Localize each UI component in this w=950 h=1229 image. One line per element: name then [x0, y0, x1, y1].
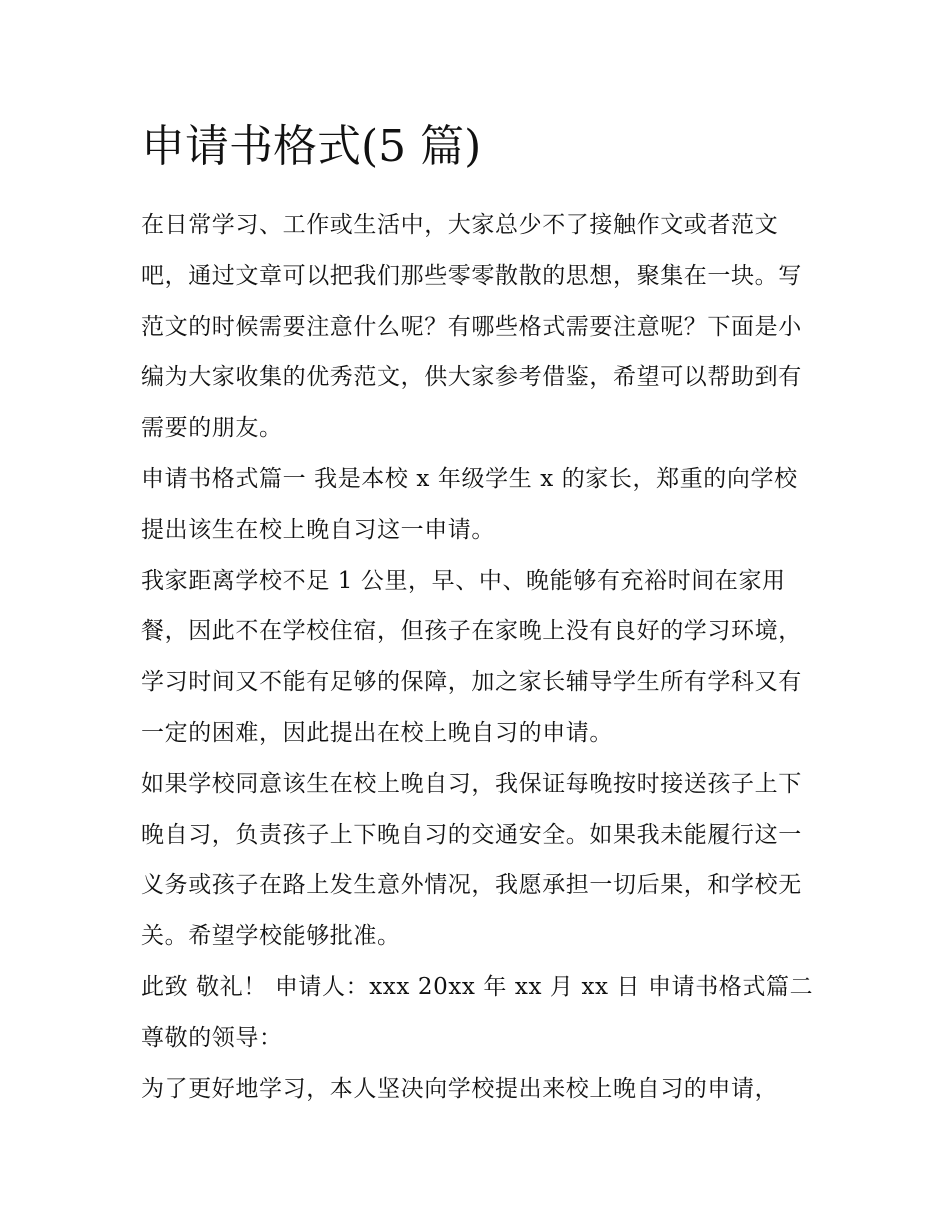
paragraph-letter-one-guarantee: 如果学校同意该生在校上晚自习，我保证每晚按时接送孩子上下晚自习，负责孩子上下晚自习的交通安全。如果我未能履行这一义务或孩子在路上发生意外情况，我愿承担一切后果，和学校无关。希望学校能够批准。 [141, 770, 802, 950]
paragraph-letter-one-opening: 申请书格式篇一 我是本校 x 年级学生 x 的家长，郑重的向学校提出该生在校上晚自习这一申请。 [141, 465, 798, 543]
paragraph-closing-and-letter-two-salutation: 此致 敬礼！ 申请人：xxx 20xx 年 xx 月 xx 日 申请书格式篇二 尊敬的领导： [141, 973, 814, 1051]
paragraph-letter-one-reason: 我家距离学校不足 1 公里，早、中、晚能够有充裕时间在家用餐，因此不在学校住宿，但孩子在家晚上没有良好的学习环境，学习时间又不能有足够的保障，加之家长辅导学生所有学科又有一定的困难，因此提出在校上晚自习的申请。 [141, 567, 802, 746]
document-body [141, 112, 821, 1114]
paragraph-letter-two-opening: 为了更好地学习，本人坚决向学校提出来校上晚自习的申请， [141, 1075, 779, 1102]
document-title: 申请书格式(5 篇) [141, 121, 482, 172]
paragraph-intro: 在日常学习、工作或生活中，大家总少不了接触作文或者范文吧，通过文章可以把我们那些零零散散的思想，聚集在一块。写范文的时候需要注意什么呢？有哪些格式需要注意呢？下面是小编为大家收集的优秀范文，供大家参考借鉴，希望可以帮助到有需要的朋友。 [141, 212, 802, 442]
